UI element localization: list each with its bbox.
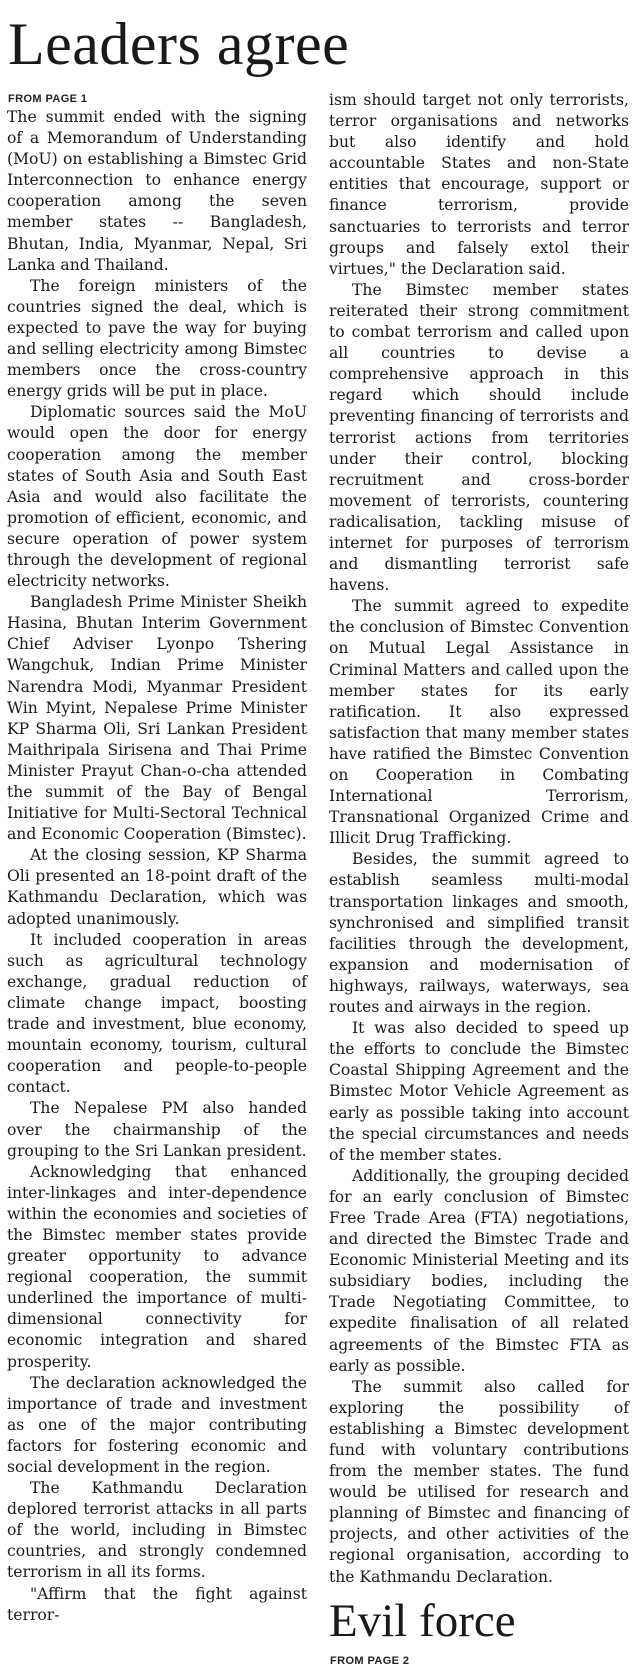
paragraph: The declaration acknowledged the importance of trade and investment as one of the major contributing factors for fostering economic and social development in the region.: [7, 1373, 307, 1476]
paragraph: It was also decided to speed up the efforts to conclude the Bimstec Coastal Shipping Agreement and the Bimstec Motor Vehicle Agreement as early as possible taking into account the special circumstances and needs of the member states.: [329, 1019, 629, 1164]
paragraph: The Bimstec member states reiterated their strong commitment to combat terrorism and called upon all countries to devise a comprehensive approach in this regard which should include preventing financing of terrorists and terrorist actions from territories under their control, blocking recruitment and cross-border movement of terrorists, countering radicalisation, tackling misuse of internet for purposes of terrorism and dismantling terrorist safe havens.: [329, 280, 629, 595]
left-column: [7, 90, 307, 1626]
continued-from-label: FROM PAGE 1: [8, 93, 88, 105]
paragraph: The foreign ministers of the countries signed the deal, which is expected to pave the way for buying and selling electricity among Bimstec members once the cross-country energy grids will be put in place.: [7, 276, 307, 401]
paragraph: Additionally, the grouping decided for an early conclusion of Bimstec Free Trade Area (FTA) negotiations, and directed the Bimstec Trade and Economic Ministerial Meeting and its subsidiary bodies, including the Trade Negotiating Committee, to expedite finalisation of all related agreements of the Bimstec FTA as early as possible.: [329, 1166, 629, 1375]
paragraph: The summit agreed to expedite the conclusion of Bimstec Convention on Mutual Legal Assistance in Criminal Matters and called upon the member states for its early ratification. It also expressed satisfaction that many member states have ratified the Bimstec Convention on Cooperation in Combating International Terrorism, Transnational Organized Crime and Illicit Drug Trafficking.: [329, 597, 629, 848]
right-column: [329, 90, 629, 1669]
paragraph: ism should target not only terrorists, terror organisations and networks but also identify and hold accountable States and non-State entities that encourage, support or finance terrorism, provide sanctuaries to terrorists and terror groups and falsely extol their virtues," the Declaration said.: [329, 91, 629, 278]
paragraph: The Kathmandu Declaration deplored terrorist attacks in all parts of the world, including in Bimstec countries, and strongly condemned terrorism in all its forms.: [7, 1479, 307, 1582]
paragraph: The Nepalese PM also handed over the chairmanship of the grouping to the Sri Lankan president.: [7, 1099, 307, 1160]
paragraph: It included cooperation in areas such as agricultural technology exchange, gradual reduction of climate change impact, boosting trade and investment, blue economy, mountain economy, tourism, cultural cooperation and people-to-people contact.: [7, 930, 307, 1097]
headline: Leaders agree: [8, 11, 350, 77]
paragraph: The summit also called for exploring the possibility of establishing a Bimstec development fund with voluntary contributions from the member states. The fund would be utilised for research and planning of Bimstec and financing of projects, and other activities of the regional organisation, according to the Kathmandu Declaration.: [329, 1377, 629, 1586]
paragraph: Acknowledging that enhanced inter-linkages and inter-dependence within the economies and societies of the Bimstec member states provide greater opportunity to advance regional cooperation, the summit underlined the importance of multi-dimensional connectivity for economic integration and shared prosperity.: [7, 1162, 307, 1371]
paragraph: Besides, the summit agreed to establish seamless multi-modal transportation linkages and smooth, synchronised and simplified transit facilities through the development, expansion and modernisation of highways, railways, waterways, sea routes and airways in the region.: [329, 850, 629, 1017]
continued-from-label-2: FROM PAGE 2: [330, 1654, 410, 1667]
paragraph: The summit ended with the signing of a Memorandum of Understanding (MoU) on establishing a Bimstec Grid Interconnection to enhance energy cooperation among the seven member states -- Bangladesh, Bhutan, India, Myanmar, Nepal, Sri Lanka and Thailand.: [7, 108, 307, 274]
paragraph: "Affirm that the fight against terror-: [7, 1584, 307, 1624]
paragraph: Bangladesh Prime Minister Sheikh Hasina, Bhutan Interim Government Chief Adviser Lyonpo Tshering Wangchuk, Indian Prime Minister Narendra Modi, Myanmar President Win Myint, Nepalese Prime Minister KP Sharma Oli, Sri Lankan President Maithripala Sirisena and Thai Prime Minister Prayut Chan-o-cha attended the summit of the Bay of Bengal Initiative for Multi-Sectoral Technical and Economic Cooperation (Bimstec).: [7, 593, 307, 844]
second-headline: Evil force: [329, 1594, 516, 1647]
paragraph: Diplomatic sources said the MoU would open the door for energy cooperation among the member states of South Asia and South East Asia and would also facilitate the promotion of efficient, economic, and secure operation of power system through the development of regional electricity networks.: [7, 403, 307, 591]
paragraph: At the closing session, KP Sharma Oli presented an 18-point draft of the Kathmandu Declaration, which was adopted unanimously.: [7, 846, 307, 928]
